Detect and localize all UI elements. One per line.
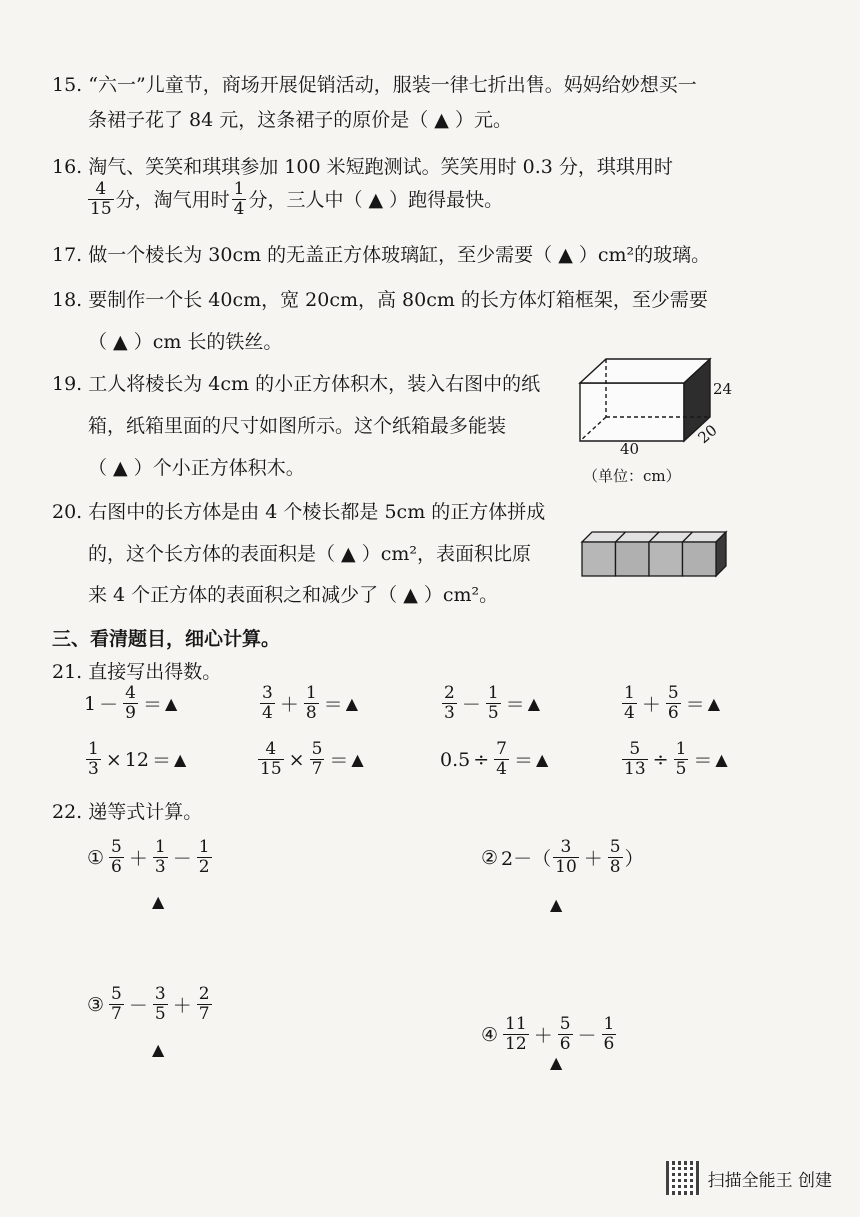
q21-expr-7: 0.5 ÷ $\frac{7}{4}$ ＝ ▲ — [440, 739, 549, 779]
q21-expr-6: $\frac{4}{15}$ × $\frac{5}{7}$ ＝ ▲ — [260, 739, 364, 779]
q22-answer-1: ▲ — [152, 892, 165, 911]
q21-expr-4: $\frac{1}{4}$ ＋ $\frac{5}{6}$ ＝ ▲ — [624, 683, 720, 723]
q20-line3: 来 4 个正方体的表面积之和减少了（ ▲ ）cm²。 — [88, 584, 499, 606]
qr-code-icon — [666, 1161, 700, 1195]
q19-line3: （ ▲ ）个小正方体积木。 — [88, 457, 305, 479]
q22-answer-2: ▲ — [550, 895, 563, 914]
q19-line2: 箱，纸箱里面的尺寸如图所示。这个纸箱最多能装 — [88, 415, 507, 437]
q20-line1: 20. 右图中的长方体是由 4 个棱长都是 5cm 的正方体拼成 — [52, 501, 546, 523]
q21-expr-5: $\frac{1}{3}$ × 12 ＝ ▲ — [88, 739, 187, 779]
box-width-label: 20 — [694, 420, 721, 448]
q16-fraction-1-4: $\frac{1}{4}$ — [233, 179, 245, 219]
q22-expr-3: ③ $\frac{5}{7}$ － $\frac{3}{5}$ ＋ $\frac{2}{7}$ — [87, 984, 210, 1024]
q19-line1: 19. 工人将棱长为 4cm 的小正方体积木，装入右图中的纸 — [52, 373, 541, 395]
q22-expr-2: ② 2－（ $\frac{3}{10}$ ＋ $\frac{5}{8}$ ） — [481, 837, 644, 877]
q18-line2: （ ▲ ）cm 长的铁丝。 — [88, 331, 283, 353]
q17-line: 17. 做一个棱长为 30cm 的无盖正方体玻璃缸，至少需要（ ▲ ）cm²的玻璃。 — [52, 244, 711, 266]
q22-title: 22. 递等式计算。 — [52, 801, 203, 823]
q21-expr-3: $\frac{2}{3}$ － $\frac{1}{5}$ ＝ ▲ — [444, 683, 540, 723]
cuboid-diagram — [578, 528, 730, 580]
q18-line1: 18. 要制作一个长 40cm，宽 20cm，高 80cm 的长方体灯箱框架，至少需要 — [52, 289, 708, 311]
box-height-label: 24 — [713, 380, 733, 398]
unit-label: （单位：cm） — [583, 467, 681, 485]
q21-expr-2: $\frac{3}{4}$ ＋ $\frac{1}{8}$ ＝ ▲ — [262, 683, 358, 723]
q16-fraction-4-15: $\frac{4}{15}$ — [90, 179, 112, 219]
q21-expr-8: $\frac{5}{13}$ ÷ $\frac{1}{5}$ ＝ ▲ — [624, 739, 728, 779]
section-3-heading: 三、看清题目，细心计算。 — [52, 628, 281, 650]
q22-answer-3: ▲ — [152, 1040, 165, 1059]
q20-line2: 的，这个长方体的表面积是（ ▲ ）cm²，表面积比原 — [88, 543, 531, 565]
q16-line1: 16. 淘气、笑笑和琪琪参加 100 米短跑测试。笑笑用时 0.3 分，琪琪用时 — [52, 156, 673, 178]
box-length-label: 40 — [620, 440, 640, 458]
q22-answer-4: ▲ — [550, 1053, 563, 1072]
q15-line2: 条裙子花了 84 元，这条裙子的原价是（ ▲ ）元。 — [88, 109, 512, 131]
q22-expr-1: ① $\frac{5}{6}$ ＋ $\frac{1}{3}$ － $\frac{1}{2}$ — [87, 837, 210, 877]
watermark-text: 扫描全能王 创建 — [707, 1170, 832, 1191]
q21-expr-1: 1 － $\frac{4}{9}$ ＝ ▲ — [84, 683, 178, 723]
q22-expr-4: ④ $\frac{11}{12}$ ＋ $\frac{5}{6}$ － $\frac{1}{6}$ — [481, 1014, 615, 1054]
q15-number: 15. — [52, 74, 83, 96]
q15-line1: 15. “六一”儿童节，商场开展促销活动，服装一律七折出售。妈妈给妙想买一 — [52, 74, 697, 96]
q21-title: 21. 直接写出得数。 — [52, 661, 222, 683]
scanner-watermark — [666, 1161, 832, 1195]
q16-line2: $\frac{4}{15}$ 分，淘气用时 $\frac{1}{4}$ 分，三人中（ ▲ ）跑得最快。 — [90, 179, 504, 219]
